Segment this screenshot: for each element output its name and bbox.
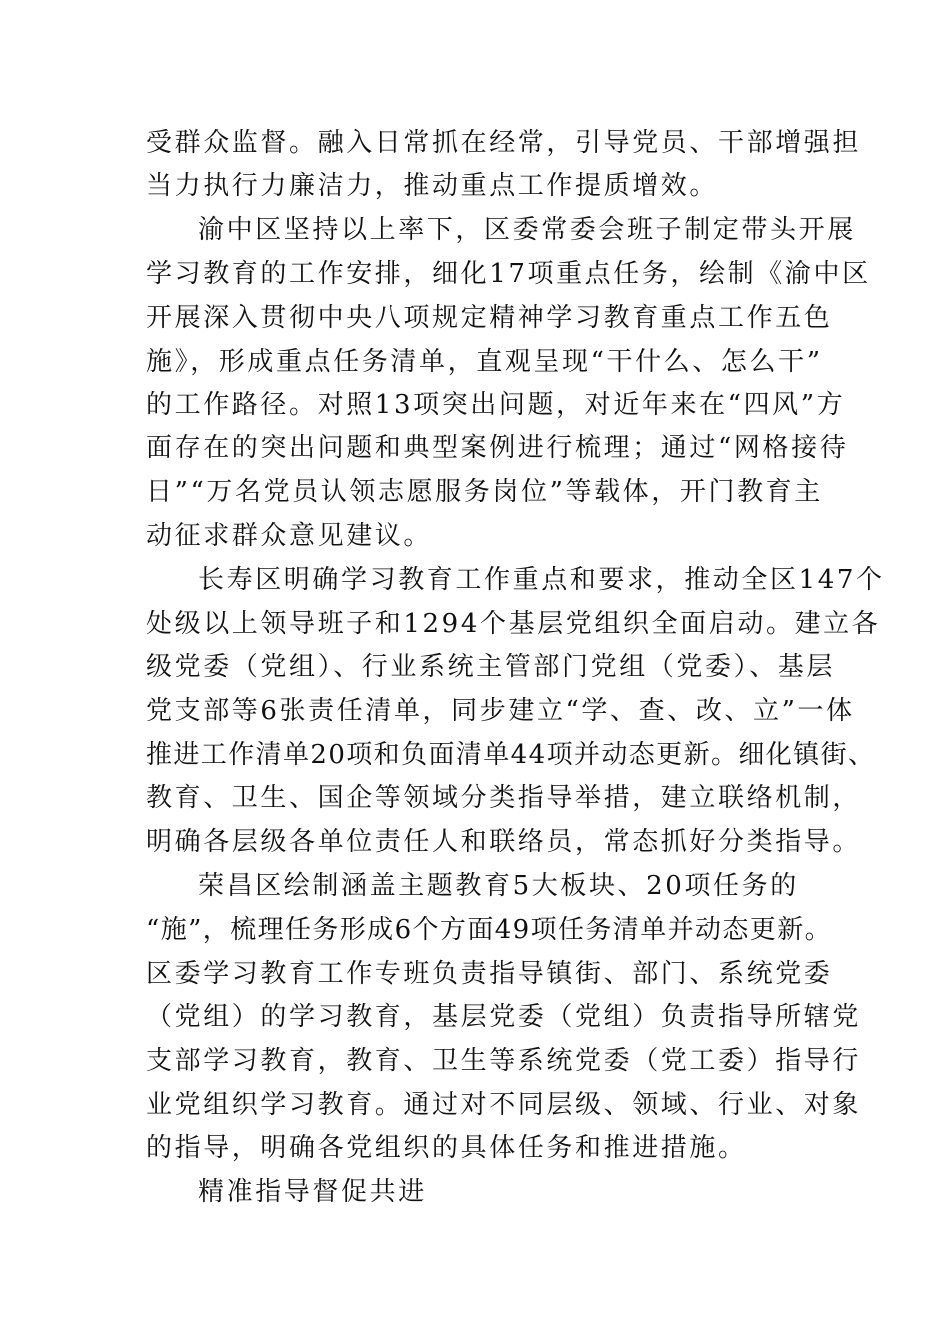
text-line: 级党委（党组）、行业系统主管部门党组（党委）、基层 bbox=[146, 652, 836, 682]
paragraph-start-line: 长寿区明确学习教育工作重点和要求，推动全区147个 bbox=[198, 565, 885, 595]
section-heading: 精准指导督促共进 bbox=[198, 1177, 427, 1207]
text-line: （党组）的学习教育，基层党委（党组）负责指导所辖党 bbox=[146, 1002, 862, 1032]
text-line: 开展深入贯彻中央八项规定精神学习教育重点工作五色 bbox=[146, 303, 833, 333]
text-line: 推进工作清单20项和负面清单44项并动态更新。细化镇街、 bbox=[146, 740, 876, 770]
text-line: 处级以上领导班子和1294个基层党组织全面启动。建立各 bbox=[146, 609, 881, 639]
paragraph-start-line: 渝中区坚持以上率下，区委常委会班子制定带头开展 bbox=[198, 215, 856, 245]
text-line: 学习教育的工作安排，细化17项重点任务，绘制《渝中区 bbox=[146, 259, 871, 289]
text-line: 面存在的突出问题和典型案例进行梳理；通过“网格接待 bbox=[146, 433, 849, 463]
text-line: 支部学习教育，教育、卫生等系统党委（党工委）指导行 bbox=[146, 1046, 862, 1076]
text-line: 动征求群众意见建议。 bbox=[146, 521, 433, 551]
text-line: 当力执行力廉洁力，推动重点工作提质增效。 bbox=[146, 171, 719, 201]
text-line: 受群众监督。融入日常抓在经常，引导党员、干部增强担 bbox=[146, 128, 862, 158]
text-line: 区委学习教育工作专班负责指导镇街、部门、系统党委 bbox=[146, 959, 833, 989]
text-line: 教育、卫生、国企等领域分类指导举措，建立联络机制， bbox=[146, 783, 862, 813]
text-line: 施》，形成重点任务清单，直观呈现“干什么、怎么干” bbox=[146, 347, 823, 377]
text-line: 党支部等6张责任清单，同步建立“学、查、改、立”一体 bbox=[146, 696, 855, 726]
paragraph-start-line: 荣昌区绘制涵盖主题教育5大板块、20项任务的 bbox=[198, 871, 799, 901]
text-line: 的工作路径。对照13项突出问题，对近年来在“四风”方 bbox=[146, 390, 846, 420]
text-line: 的指导，明确各党组织的具体任务和推进措施。 bbox=[146, 1133, 747, 1163]
text-line: 明确各层级各单位责任人和联络员，常态抓好分类指导。 bbox=[146, 827, 862, 857]
text-line: “施”，梳理任务形成6个方面49项任务清单并动态更新。 bbox=[146, 915, 833, 945]
text-line: 日”“万名党员认领志愿服务岗位”等载体，开门教育主 bbox=[146, 477, 823, 507]
text-line: 业党组织学习教育。通过对不同层级、领域、行业、对象 bbox=[146, 1090, 862, 1120]
